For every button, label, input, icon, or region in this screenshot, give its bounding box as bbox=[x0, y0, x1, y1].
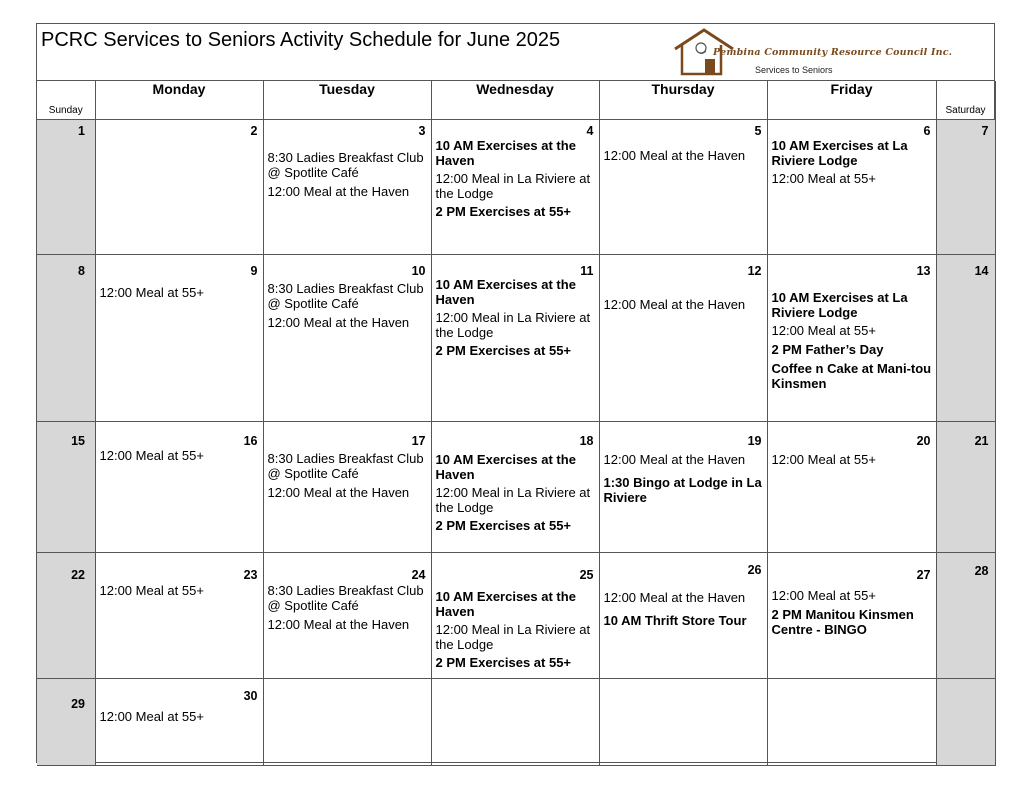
day-cell bbox=[431, 679, 599, 766]
day-cell bbox=[767, 120, 936, 255]
date-number: 28 bbox=[974, 564, 989, 578]
event: 2 PM Exercises at 55+ bbox=[435, 518, 572, 533]
day-cell-sunday bbox=[37, 255, 95, 422]
event: 12:00 Meal at the Haven bbox=[603, 452, 746, 467]
date-number: 16 bbox=[243, 434, 258, 448]
day-cell-saturday bbox=[936, 120, 995, 255]
event: 12:00 Meal at 55+ bbox=[99, 583, 204, 598]
event: 8:30 Ladies Breakfast Club @ Spotlite Café bbox=[267, 451, 424, 481]
day-header-monday: Monday bbox=[95, 81, 263, 120]
day-cell bbox=[767, 553, 936, 679]
date-number: 15 bbox=[71, 434, 85, 448]
day-cell bbox=[95, 422, 263, 553]
day-cell bbox=[95, 679, 263, 766]
event: 8:30 Ladies Breakfast Club @ Spotlite Café bbox=[267, 150, 424, 180]
day-header-tuesday: Tuesday bbox=[263, 81, 431, 120]
date-number: 13 bbox=[916, 264, 931, 278]
day-cell bbox=[767, 422, 936, 553]
day-cell bbox=[431, 422, 599, 553]
day-cell bbox=[599, 679, 767, 766]
event: 10 AM Exercises at La Riviere Lodge bbox=[771, 290, 908, 320]
event: 10 AM Exercises at the Haven bbox=[435, 589, 576, 619]
event: 8:30 Ladies Breakfast Club @ Spotlite Café bbox=[267, 583, 424, 613]
event: 12:00 Meal at the Haven bbox=[603, 297, 746, 312]
event: 12:00 Meal at 55+ bbox=[771, 452, 876, 467]
day-cell-sunday bbox=[37, 120, 95, 255]
date-number: 24 bbox=[411, 568, 426, 582]
day-header-thursday: Thursday bbox=[599, 81, 767, 120]
event: 12:00 Meal at the Haven bbox=[603, 148, 746, 163]
weekday-header-row bbox=[37, 81, 995, 120]
event: 12:00 Meal at 55+ bbox=[771, 171, 876, 186]
event: 12:00 Meal at the Haven bbox=[267, 315, 410, 330]
week-row bbox=[37, 120, 995, 255]
day-cell-saturday bbox=[936, 255, 995, 422]
event: 10 AM Exercises at La Riviere Lodge bbox=[771, 138, 908, 168]
event: 10 AM Exercises at the Haven bbox=[435, 277, 576, 307]
event: 12:00 Meal at the Haven bbox=[603, 590, 746, 605]
day-cell-saturday bbox=[936, 422, 995, 553]
event: 2 PM Exercises at 55+ bbox=[435, 204, 572, 219]
day-cell bbox=[95, 255, 263, 422]
day-cell bbox=[767, 255, 936, 422]
day-cell bbox=[599, 255, 767, 422]
date-number: 17 bbox=[411, 434, 426, 448]
date-number: 25 bbox=[579, 568, 594, 582]
date-number: 4 bbox=[586, 124, 594, 138]
day-header-sunday: Sunday bbox=[37, 81, 95, 120]
date-number: 14 bbox=[974, 264, 989, 278]
calendar-grid bbox=[37, 81, 996, 766]
date-number: 7 bbox=[981, 124, 989, 138]
day-cell-sunday bbox=[37, 679, 95, 766]
date-number: 9 bbox=[250, 264, 258, 278]
event: 10 AM Thrift Store Tour bbox=[603, 613, 747, 628]
day-cell-sunday bbox=[37, 422, 95, 553]
title-bar bbox=[37, 24, 994, 81]
date-number: 6 bbox=[923, 124, 931, 138]
event: 12:00 Meal at the Haven bbox=[267, 184, 410, 199]
event: 12:00 Meal at 55+ bbox=[771, 323, 876, 338]
event: 12:00 Meal at 55+ bbox=[771, 588, 876, 603]
date-number: 12 bbox=[747, 264, 762, 278]
logo-name: Pembina Community Resource Council Inc. bbox=[713, 47, 953, 58]
day-cell bbox=[431, 553, 599, 679]
day-cell bbox=[599, 422, 767, 553]
event: 2 PM Exercises at 55+ bbox=[435, 343, 572, 358]
event: 2 PM Manitou Kinsmen Centre - BINGO bbox=[771, 607, 914, 637]
logo-subtitle: Services to Seniors bbox=[755, 65, 833, 75]
date-number: 27 bbox=[916, 568, 931, 582]
date-number: 11 bbox=[580, 264, 594, 278]
day-header-friday: Friday bbox=[767, 81, 936, 120]
day-cell bbox=[599, 553, 767, 679]
week-row bbox=[37, 422, 995, 553]
day-header-saturday: Saturday bbox=[936, 81, 995, 120]
event: 12:00 Meal in La Riviere at the Lodge bbox=[435, 485, 591, 515]
event: 12:00 Meal at the Haven bbox=[267, 485, 410, 500]
date-number: 5 bbox=[754, 124, 762, 138]
calendar-sheet bbox=[36, 23, 995, 763]
day-cell bbox=[263, 422, 431, 553]
week-row bbox=[37, 679, 995, 766]
event: 12:00 Meal at the Haven bbox=[267, 617, 410, 632]
event: Coffee n Cake at Mani-tou Kinsmen bbox=[771, 361, 932, 391]
date-number: 30 bbox=[243, 689, 258, 703]
date-number: 3 bbox=[418, 124, 426, 138]
day-cell bbox=[263, 679, 431, 766]
date-number: 2 bbox=[250, 124, 258, 138]
page-title: PCRC Services to Seniors Activity Schedule for June 2025 bbox=[41, 29, 561, 51]
date-number: 29 bbox=[71, 697, 85, 711]
day-cell bbox=[431, 255, 599, 422]
logo bbox=[673, 27, 973, 79]
day-cell bbox=[263, 553, 431, 679]
event: 12:00 Meal in La Riviere at the Lodge bbox=[435, 171, 591, 201]
event: 12:00 Meal in La Riviere at the Lodge bbox=[435, 310, 591, 340]
event: 2 PM Exercises at 55+ bbox=[435, 655, 572, 670]
event: 1:30 Bingo at Lodge in La Riviere bbox=[603, 475, 762, 505]
event: 12:00 Meal in La Riviere at the Lodge bbox=[435, 622, 591, 652]
week-row bbox=[37, 553, 995, 679]
date-number: 23 bbox=[243, 568, 258, 582]
event: 2 PM Father’s Day bbox=[771, 342, 884, 357]
date-number: 10 bbox=[411, 264, 426, 278]
day-cell-sunday bbox=[37, 553, 95, 679]
date-number: 18 bbox=[579, 434, 594, 448]
event: 12:00 Meal at 55+ bbox=[99, 448, 204, 463]
day-cell bbox=[599, 120, 767, 255]
event: 12:00 Meal at 55+ bbox=[99, 709, 204, 724]
date-number: 1 bbox=[78, 124, 85, 138]
day-header-wednesday: Wednesday bbox=[431, 81, 599, 120]
day-cell bbox=[95, 553, 263, 679]
day-cell bbox=[95, 120, 263, 255]
day-cell bbox=[263, 120, 431, 255]
week-row bbox=[37, 255, 995, 422]
date-number: 21 bbox=[974, 434, 989, 448]
event: 10 AM Exercises at the Haven bbox=[435, 138, 576, 168]
event: 10 AM Exercises at the Haven bbox=[435, 452, 576, 482]
date-number: 19 bbox=[747, 434, 762, 448]
date-number: 26 bbox=[747, 563, 762, 577]
date-number: 20 bbox=[916, 434, 931, 448]
date-number: 22 bbox=[71, 568, 85, 582]
day-cell bbox=[767, 679, 936, 766]
day-cell bbox=[431, 120, 599, 255]
day-cell-saturday bbox=[936, 553, 995, 679]
day-cell-saturday bbox=[936, 679, 995, 766]
event: 8:30 Ladies Breakfast Club @ Spotlite Café bbox=[267, 281, 424, 311]
day-cell bbox=[263, 255, 431, 422]
date-number: 8 bbox=[78, 264, 85, 278]
event: 12:00 Meal at 55+ bbox=[99, 285, 204, 300]
